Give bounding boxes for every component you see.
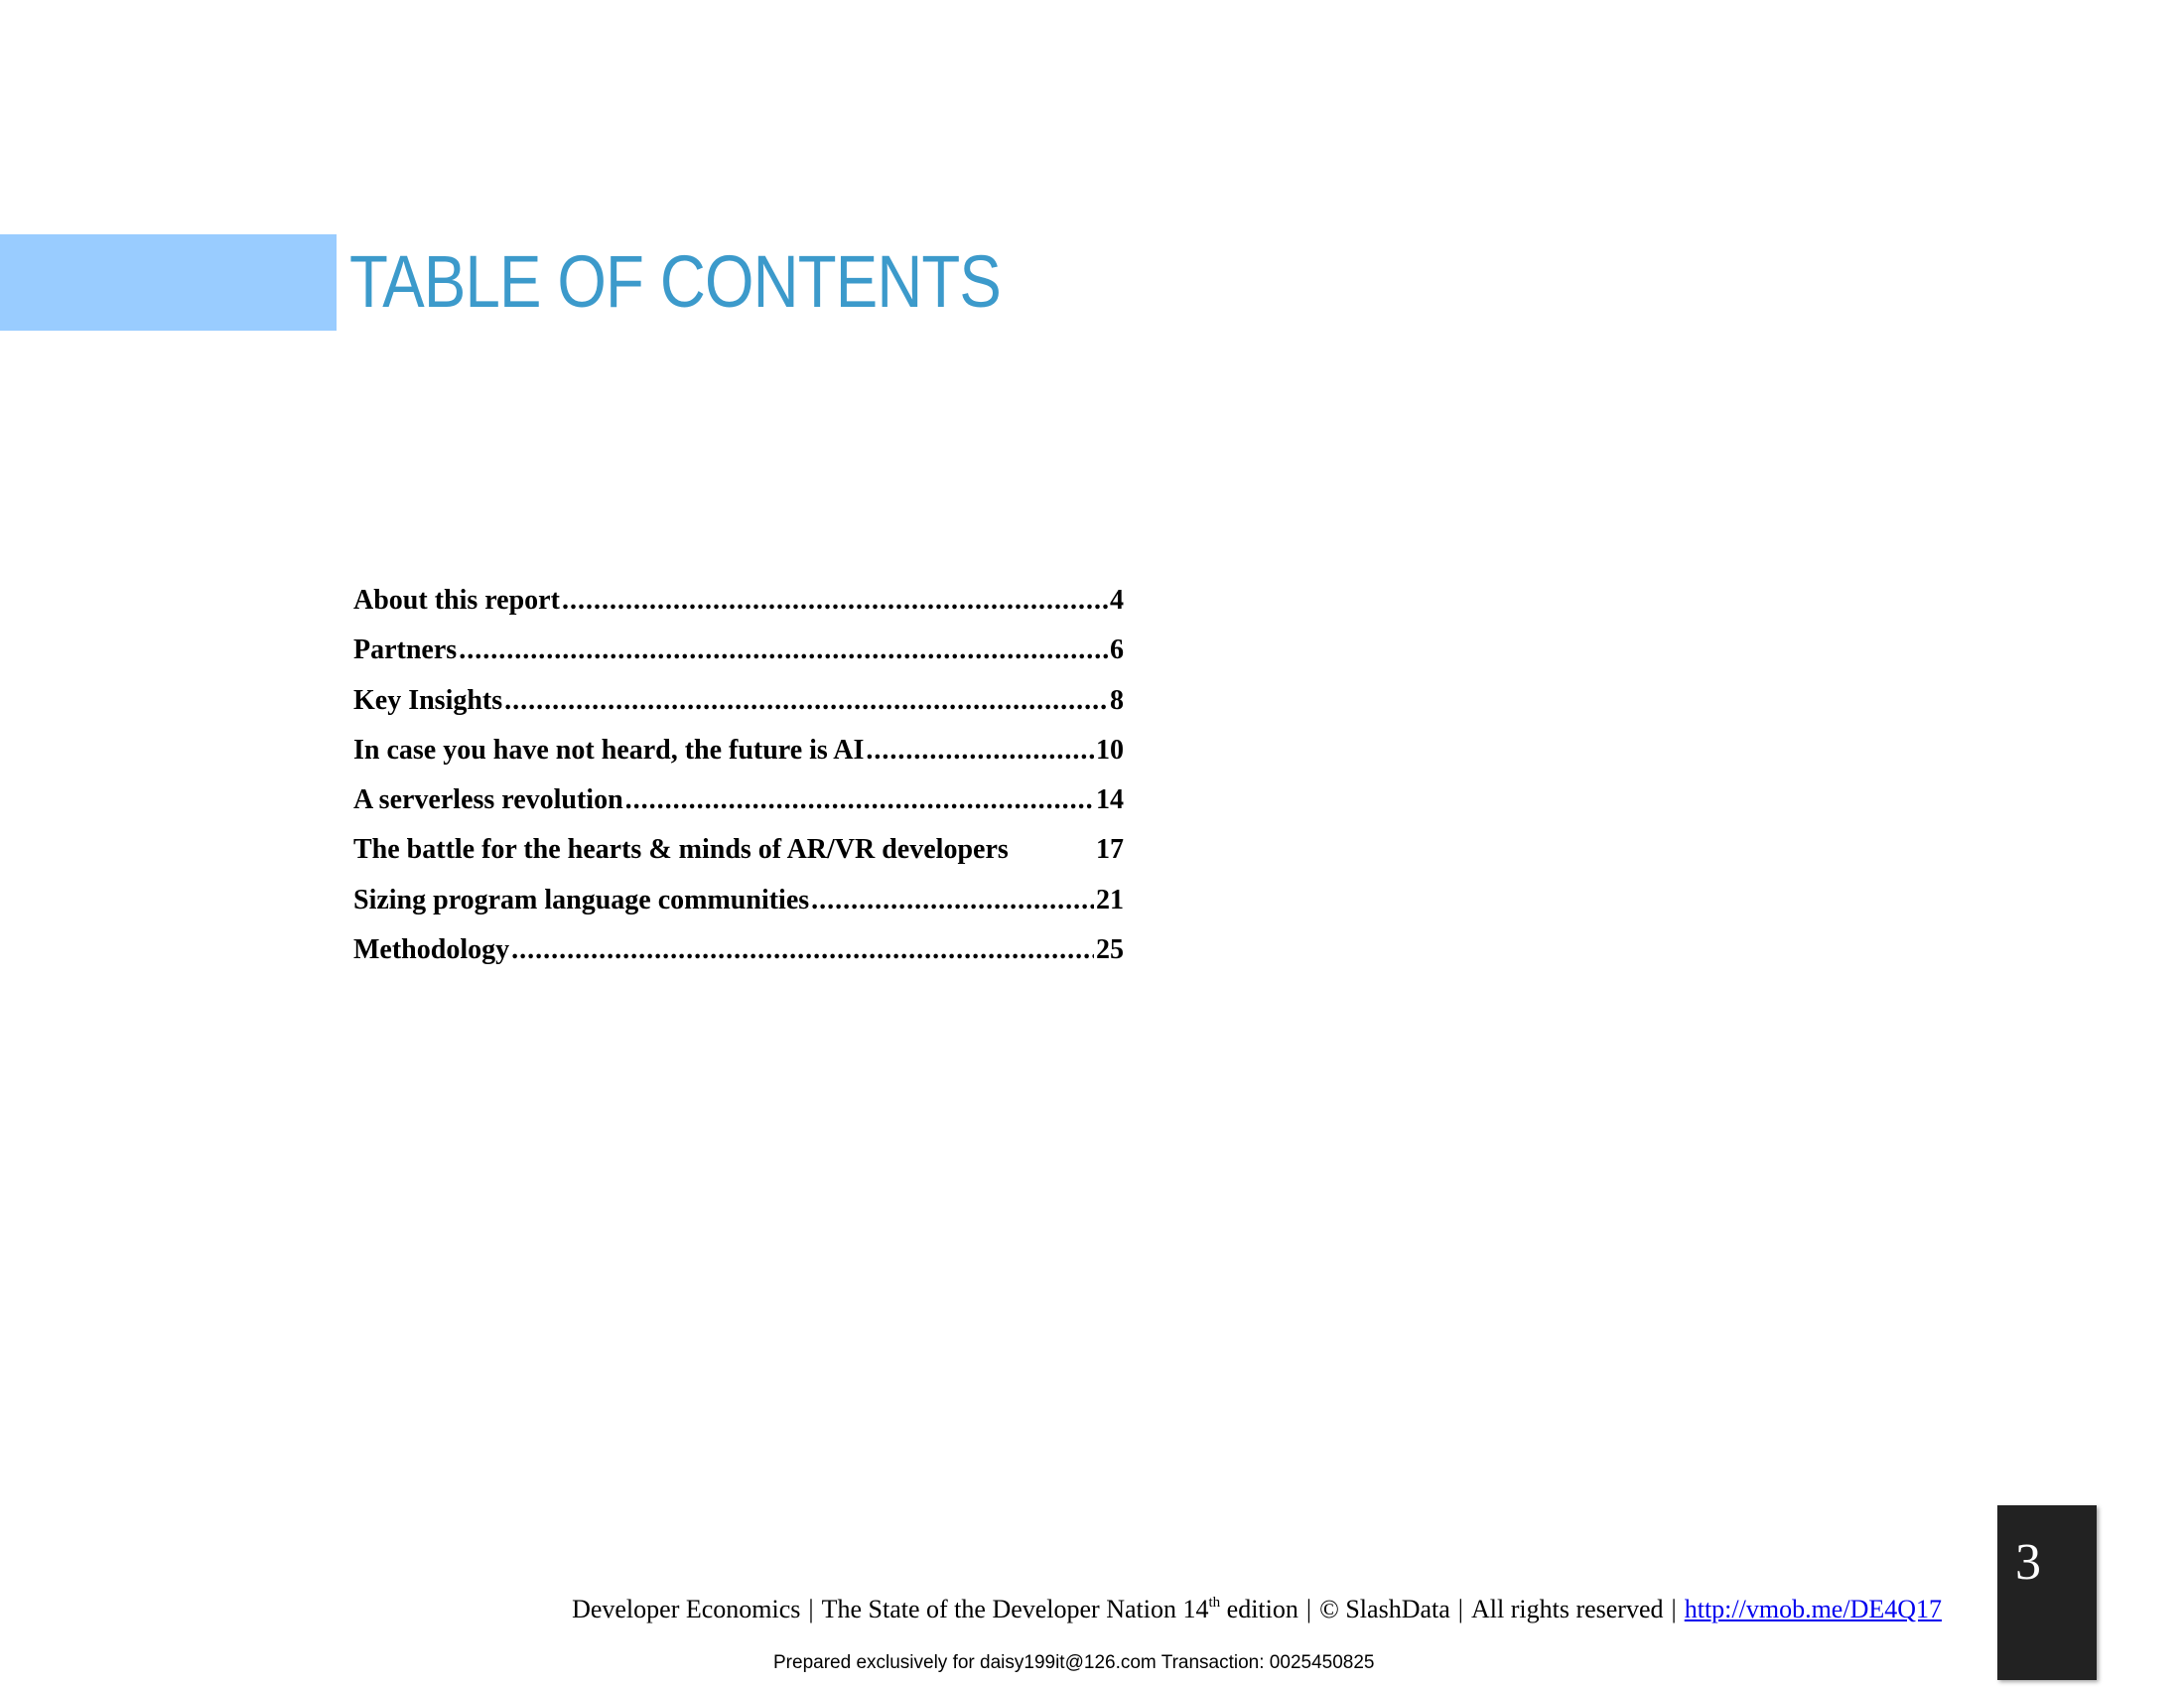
footer-edition-suffix: th: [1208, 1595, 1221, 1611]
toc-entry-page: 17: [1096, 834, 1124, 866]
toc-entry-future-is-ai[interactable]: [353, 731, 1124, 780]
toc-entry-page: 8: [1110, 684, 1124, 716]
toc-entry-page: 25: [1096, 934, 1124, 966]
toc-entry-serverless-revolution[interactable]: [353, 780, 1124, 830]
toc-entry-title: Key Insights: [353, 684, 503, 716]
toc-entry-about-this-report[interactable]: [353, 581, 1124, 631]
footer-edition-word: edition: [1220, 1595, 1298, 1623]
footer-report-link[interactable]: http://vmob.me/DE4Q17: [1684, 1595, 1942, 1623]
toc-entry-page: 14: [1096, 784, 1124, 816]
toc-entry-title: Sizing program language communities: [353, 884, 810, 915]
toc-dot-leader: [625, 780, 1094, 820]
footer-separator: |: [808, 1595, 814, 1623]
toc-dot-leader: [459, 631, 1108, 670]
toc-entry-title: Methodology: [353, 934, 510, 966]
toc-entry-methodology[interactable]: [353, 930, 1124, 980]
toc-entry-title: A serverless revolution: [353, 784, 623, 816]
title-accent-bar: [0, 234, 337, 331]
toc-dot-leader: [811, 881, 1094, 920]
toc-entry-partners[interactable]: [353, 631, 1124, 680]
footer-separator: |: [1305, 1595, 1312, 1623]
footer-separator: |: [1671, 1595, 1677, 1623]
page-number: 3: [2015, 1534, 2041, 1591]
toc-entry-page: 4: [1110, 585, 1124, 616]
toc-entry-program-language-communities[interactable]: [353, 881, 1124, 930]
footer-credits: [572, 1593, 1942, 1626]
toc-dot-leader: [504, 681, 1108, 721]
toc-dot-leader: [562, 581, 1108, 621]
toc-entry-page: 10: [1096, 734, 1124, 766]
page-title: TABLE OF CONTENTS: [349, 240, 1002, 323]
toc-entry-title: The battle for the hearts & minds of AR/VR developers: [353, 834, 1009, 866]
toc-entry-title: Partners: [353, 634, 458, 666]
toc-entry-ar-vr-developers[interactable]: [353, 830, 1124, 880]
toc-dot-leader: [866, 731, 1094, 771]
toc-dot-leader: [511, 930, 1094, 970]
footer-rights: All rights reserved: [1471, 1595, 1664, 1623]
footer-report-name: The State of the Developer Nation 14: [821, 1595, 1209, 1623]
footer-copyright: © SlashData: [1319, 1595, 1450, 1623]
footer-separator: |: [1457, 1595, 1463, 1623]
page-number-badge: [1997, 1505, 2097, 1680]
toc-entry-title: About this report: [353, 585, 560, 616]
toc-entry-page: 6: [1110, 634, 1124, 666]
toc-entry-key-insights[interactable]: [353, 681, 1124, 731]
toc-entry-page: 21: [1096, 884, 1124, 915]
footer-brand: Developer Economics: [572, 1595, 801, 1623]
toc-entry-title: In case you have not heard, the future is AI: [353, 734, 865, 766]
table-of-contents: [353, 581, 1124, 980]
prepared-for-notice: Prepared exclusively for daisy199it@126.com Transaction: 0025450825: [773, 1652, 1375, 1673]
